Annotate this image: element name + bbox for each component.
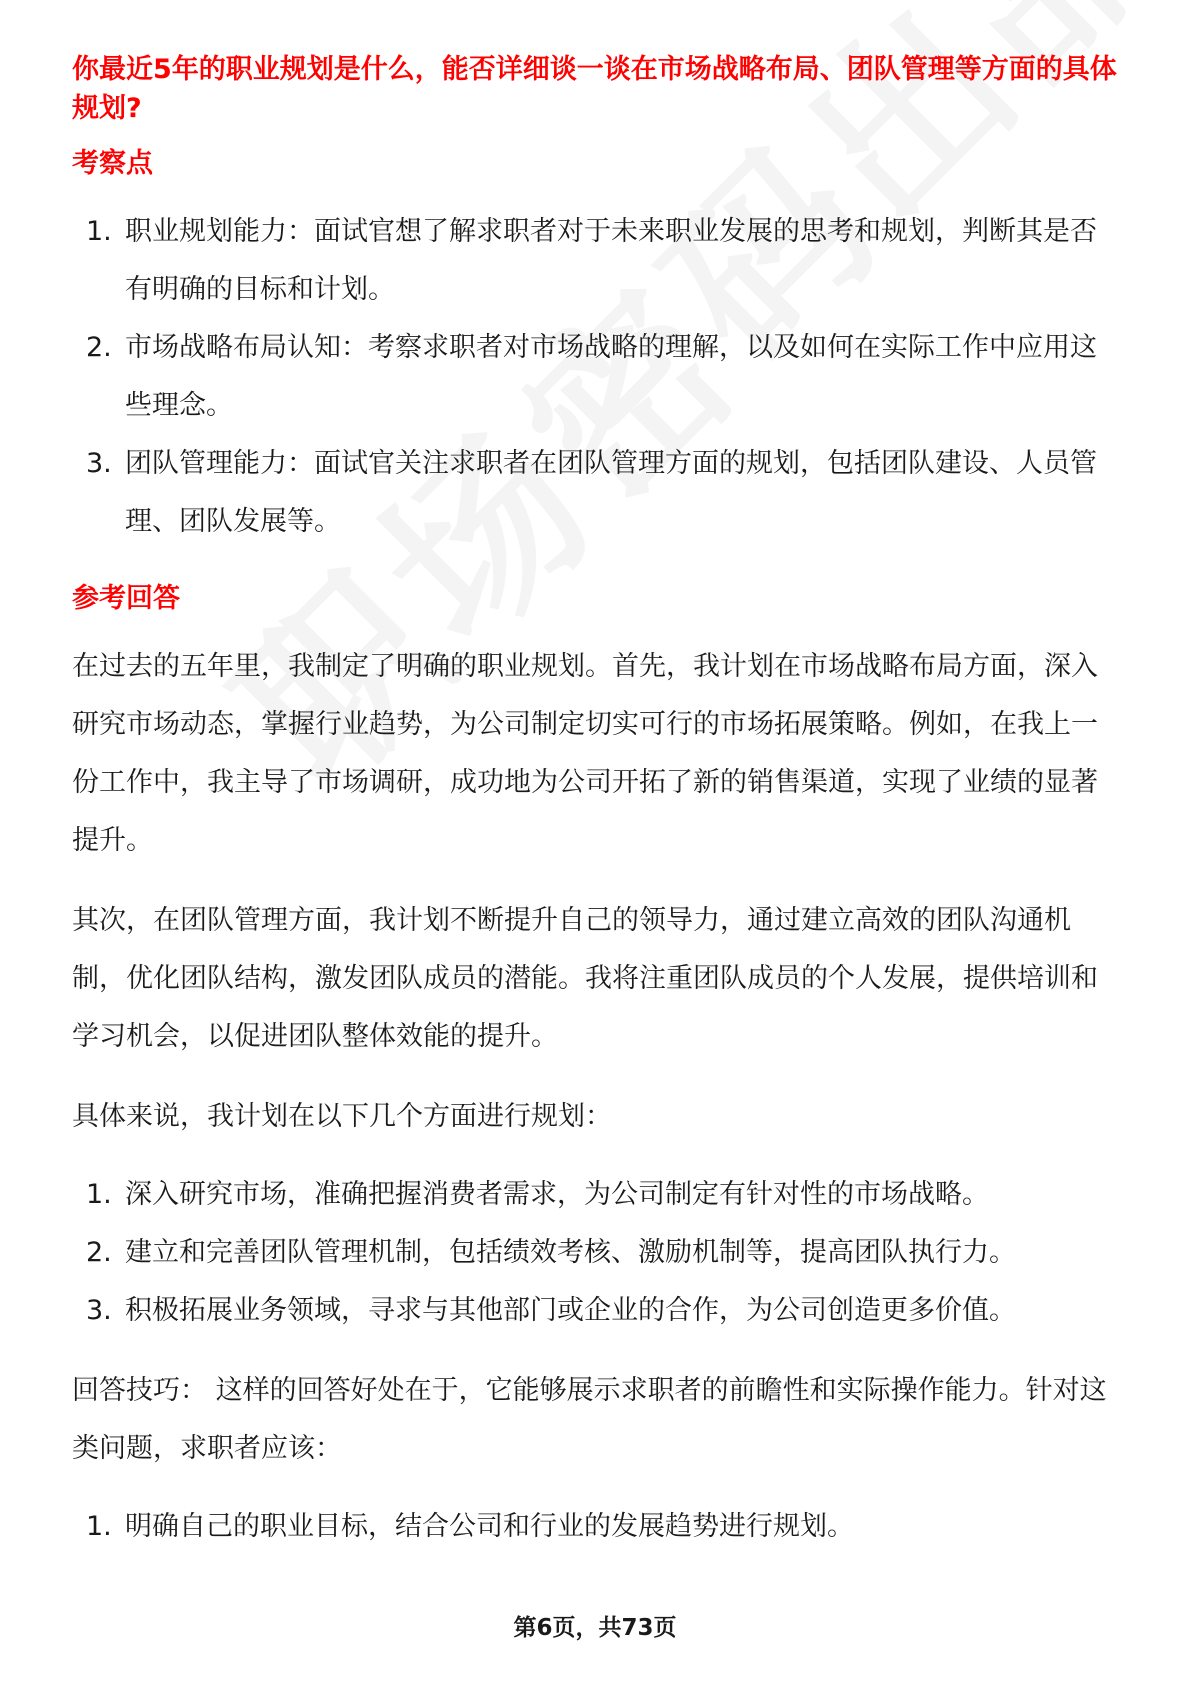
list-item-text: 市场战略布局认知：考察求职者对市场战略的理解，以及如何在实际工作中应用这些理念。: [125, 332, 1097, 421]
tips-paragraph: 回答技巧： 这样的回答好处在于，它能够展示求职者的前瞻性和实际操作能力。针对这类问题，求职者应该：: [72, 1375, 1107, 1464]
page-content: [72, 50, 1122, 1556]
list-item-text: 建立和完善团队管理机制，包括绩效考核、激励机制等，提高团队执行力。: [125, 1237, 1016, 1268]
list-item-number: 1.: [86, 216, 112, 247]
question-heading: 你最近5年的职业规划是什么，能否详细谈一谈在市场战略布局、团队管理等方面的具体规划?: [72, 54, 1117, 124]
page-footer: 第6页，共73页: [513, 1615, 677, 1641]
tips-list: [72, 1498, 1122, 1556]
list-item-text: 积极拓展业务领域，寻求与其他部门或企业的合作，为公司创造更多价值。: [125, 1295, 1016, 1326]
list-item-text: 职业规划能力：面试官想了解求职者对于未来职业发展的思考和规划，判断其是否有明确的目标和计划。: [125, 216, 1097, 305]
list-item-number: 1.: [86, 1511, 112, 1542]
answer-paragraph: 在过去的五年里，我制定了明确的职业规划。首先，我计划在市场战略布局方面，深入研究市场动态，掌握行业趋势，为公司制定切实可行的市场拓展策略。例如，在我上一份工作中，我主导了市场调研，成功地为公司开拓了新的销售渠道，实现了业绩的显著提升。: [72, 651, 1098, 856]
answer-section-title: 参考回答: [72, 583, 180, 614]
focus-list: [72, 203, 1122, 551]
answer-paragraph: 具体来说，我计划在以下几个方面进行规划：: [72, 1101, 612, 1132]
list-item-number: 2.: [86, 1237, 112, 1268]
list-item-text: 明确自己的职业目标，结合公司和行业的发展趋势进行规划。: [125, 1511, 854, 1542]
focus-section-title: 考察点: [72, 148, 153, 179]
list-item-text: 团队管理能力：面试官关注求职者在团队管理方面的规划，包括团队建设、人员管理、团队发展等。: [125, 448, 1097, 537]
list-item-number: 3.: [86, 1295, 112, 1326]
list-item: [72, 1498, 1122, 1556]
list-item: [72, 1166, 1122, 1224]
list-item-number: 2.: [86, 332, 112, 363]
list-item-number: 3.: [86, 448, 112, 479]
plan-list: [72, 1166, 1122, 1340]
list-item: [72, 203, 1122, 319]
list-item: [72, 319, 1122, 435]
list-item: [72, 1224, 1122, 1282]
list-item: [72, 435, 1122, 551]
list-item: [72, 1282, 1122, 1340]
answer-paragraph: 其次，在团队管理方面，我计划不断提升自己的领导力，通过建立高效的团队沟通机制，优化团队结构，激发团队成员的潜能。我将注重团队成员的个人发展，提供培训和学习机会，以促进团队整体效能的提升。: [72, 905, 1098, 1052]
list-item-number: 1.: [86, 1179, 112, 1210]
list-item-text: 深入研究市场，准确把握消费者需求，为公司制定有针对性的市场战略。: [125, 1179, 989, 1210]
